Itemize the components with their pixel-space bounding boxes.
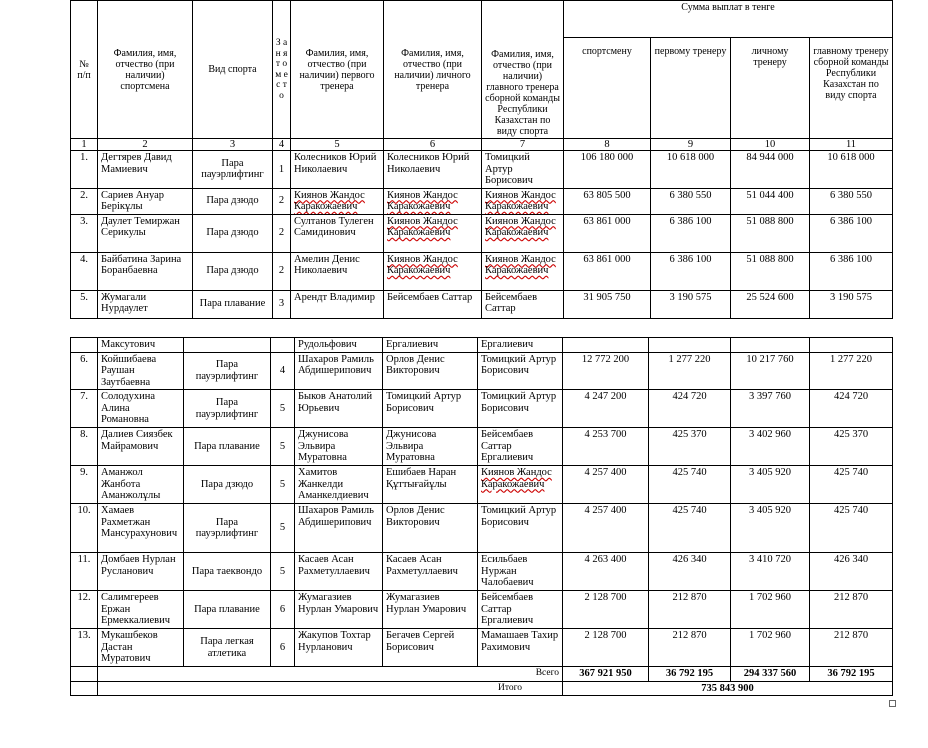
sport-name: Пара дзюдо [184, 466, 271, 504]
col-number: 7 [482, 139, 564, 151]
place: 5 [271, 504, 295, 553]
pay-personal-coach: 51 088 800 [731, 252, 810, 290]
sport-name: Пара дзюдо [193, 252, 273, 290]
pay-first-coach: 1 277 220 [649, 352, 731, 390]
pay-first-coach: 212 870 [649, 591, 731, 629]
col-number: 10 [731, 139, 810, 151]
sport-name: Пара легкая атлетика [184, 629, 271, 667]
pay-head-coach: 212 870 [810, 629, 893, 667]
first-coach: Быков Анатолий Юрьевич [295, 390, 383, 428]
personal-coach: Джунисова Эльвира Муратовна [383, 428, 478, 466]
first-coach: Джунисова Эльвира Муратовна [295, 428, 383, 466]
sport-name: Пара пауэрлифтинг [184, 390, 271, 428]
col-number: 6 [384, 139, 482, 151]
personal-coach: Бегачев Сергей Борисович [383, 629, 478, 667]
pay-head-coach: 6 386 100 [810, 252, 893, 290]
pay-first-coach: 426 340 [649, 553, 731, 591]
header-first-coach: Фамилия, имя, отчество (при наличии) первого тренера [291, 1, 384, 139]
head-coach: Киянов Жандос Каракожаевич [482, 252, 564, 290]
first-coach: Амелин Денис Николаевич [291, 252, 384, 290]
pay-head-coach: 1 277 220 [810, 352, 893, 390]
personal-coach: Томицкий Артур Борисович [383, 390, 478, 428]
row-number: 1. [71, 151, 98, 189]
header-payments-group: Сумма выплат в тенге [564, 1, 893, 38]
pay-athlete: 106 180 000 [564, 151, 651, 189]
table-row [71, 504, 893, 553]
sport-name: Пара плавание [184, 428, 271, 466]
pay-athlete: 63 861 000 [564, 252, 651, 290]
pay-first-coach: 425 370 [649, 428, 731, 466]
head-coach: Томицкий Артур Борисович [478, 352, 563, 390]
pay-personal-coach: 51 088 800 [731, 214, 810, 252]
pay-personal-coach: 51 044 400 [731, 188, 810, 214]
pay-athlete: 12 772 200 [563, 352, 649, 390]
place: 4 [271, 352, 295, 390]
table-row [71, 591, 893, 629]
pay-personal-coach: 25 524 600 [731, 290, 810, 318]
row-number: 7. [71, 390, 98, 428]
total-personal: 294 337 560 [731, 667, 810, 682]
header-head-coach: Фамилия, имя, отчество (при наличии) главного тренера сборной команды Республики Казахстан по виду спорта [482, 1, 564, 139]
table-row [71, 151, 893, 189]
first-coach: Хамитов Жанкелди Аманкелдиевич [295, 466, 383, 504]
pay-athlete: 2 128 700 [563, 591, 649, 629]
place: 6 [271, 629, 295, 667]
pay-personal-coach: 84 944 000 [731, 151, 810, 189]
athlete-name: Мукашбеков Дастан Муратович [98, 629, 184, 667]
first-coach: Шахаров Рамиль Абдишерипович [295, 504, 383, 553]
athlete-name: Аманжол Жанбота Аманжолұлы [98, 466, 184, 504]
sport-name: Пара плавание [184, 591, 271, 629]
col-number: 1 [71, 139, 98, 151]
pay-head-coach: 10 618 000 [810, 151, 893, 189]
pay-head-coach: 6 386 100 [810, 214, 893, 252]
row-number: 9. [71, 466, 98, 504]
table-row [71, 466, 893, 504]
row-number: 11. [71, 553, 98, 591]
grand-total-label: Итого [98, 681, 563, 696]
athlete-name: Байбатина Зарина Боранбаевна [98, 252, 193, 290]
row-number: 3. [71, 214, 98, 252]
head-coach: Бейсембаев Саттар Ергалиевич [478, 591, 563, 629]
row-number: 4. [71, 252, 98, 290]
personal-coach: Касаев Асан Рахметуллаевич [383, 553, 478, 591]
col-number: 9 [651, 139, 731, 151]
pay-head-coach: 425 740 [810, 466, 893, 504]
head-coach: Томицкий Артур Борисович [482, 151, 564, 189]
sport-name: Пара пауэрлифтинг [184, 504, 271, 553]
cont-first-coach: Рудольфович [295, 338, 383, 353]
pay-personal-coach: 3 397 760 [731, 390, 810, 428]
table-row [71, 390, 893, 428]
personal-coach: Киянов Жандос Каракожаевич [384, 214, 482, 252]
pay-first-coach: 6 380 550 [651, 188, 731, 214]
table-row [71, 352, 893, 390]
first-coach: Султанов Тулеген Самидинович [291, 214, 384, 252]
table-row [71, 214, 893, 252]
pay-first-coach: 425 740 [649, 466, 731, 504]
place: 2 [273, 252, 291, 290]
col-number: 4 [273, 139, 291, 151]
table-row [71, 629, 893, 667]
grand-total-row [71, 681, 893, 696]
cont-head-coach: Ергалиевич [478, 338, 563, 353]
first-coach: Жумагазиев Нурлан Умарович [295, 591, 383, 629]
header-pay-first: первому тренеру [651, 38, 731, 139]
place: 5 [271, 466, 295, 504]
row-number: 2. [71, 188, 98, 214]
header-personal-coach: Фамилия, имя, отчество (при наличии) личного тренера [384, 1, 482, 139]
sport-name: Пара плавание [193, 290, 273, 318]
total-row [71, 667, 893, 682]
row-number: 8. [71, 428, 98, 466]
first-coach: Жакупов Тохтар Нурланович [295, 629, 383, 667]
payments-table-page2 [70, 337, 893, 696]
personal-coach: Бейсембаев Саттар [384, 290, 482, 318]
pay-first-coach: 6 386 100 [651, 252, 731, 290]
pay-athlete: 2 128 700 [563, 629, 649, 667]
table-row [71, 553, 893, 591]
cont-athlete: Максутович [98, 338, 184, 353]
personal-coach: Киянов Жандос Каракожаевич [384, 188, 482, 214]
col-number: 8 [564, 139, 651, 151]
pay-first-coach: 10 618 000 [651, 151, 731, 189]
pay-personal-coach: 3 410 720 [731, 553, 810, 591]
row-number: 6. [71, 352, 98, 390]
pay-personal-coach: 3 405 920 [731, 466, 810, 504]
athlete-name: Хамаев Рахметжан Мансурахунович [98, 504, 184, 553]
total-head: 36 792 195 [810, 667, 893, 682]
pay-athlete: 4 253 700 [563, 428, 649, 466]
sport-name: Пара пауэрлифтинг [184, 352, 271, 390]
place: 5 [271, 553, 295, 591]
row-number: 10. [71, 504, 98, 553]
header-place: З а н я т о м е с т о [273, 1, 291, 139]
personal-coach: Киянов Жандос Каракожаевич [384, 252, 482, 290]
col-number: 11 [810, 139, 893, 151]
head-coach: Мамашаев Тахир Рахимович [478, 629, 563, 667]
sport-name: Пара таеквондо [184, 553, 271, 591]
place: 6 [271, 591, 295, 629]
pay-head-coach: 6 380 550 [810, 188, 893, 214]
personal-coach: Орлов Денис Викторович [383, 504, 478, 553]
continuation-row [71, 338, 893, 353]
header-pay-personal: личному тренеру [731, 38, 810, 139]
personal-coach: Колесников Юрий Николаевич [384, 151, 482, 189]
pay-head-coach: 3 190 575 [810, 290, 893, 318]
table-row [71, 428, 893, 466]
place: 1 [273, 151, 291, 189]
total-label: Всего [98, 667, 563, 682]
pay-athlete: 63 861 000 [564, 214, 651, 252]
athlete-name: Койшибаева Раушан Заутбаевна [98, 352, 184, 390]
pay-athlete: 4 263 400 [563, 553, 649, 591]
sport-name: Пара дзюдо [193, 188, 273, 214]
place: 5 [271, 390, 295, 428]
cont-personal-coach: Ергалиевич [383, 338, 478, 353]
row-number: 13. [71, 629, 98, 667]
pay-first-coach: 425 740 [649, 504, 731, 553]
athlete-name: Даулет Темиржан Серикулы [98, 214, 193, 252]
head-coach: Киянов Жандос Каракожаевич [482, 188, 564, 214]
place: 5 [271, 428, 295, 466]
header-pay-athlete: спортсмену [564, 38, 651, 139]
first-coach: Арендт Владимир [291, 290, 384, 318]
personal-coach: Орлов Денис Викторович [383, 352, 478, 390]
total-first: 36 792 195 [649, 667, 731, 682]
pay-personal-coach: 3 405 920 [731, 504, 810, 553]
athlete-name: Салимгереев Ержан Ермеккалиевич [98, 591, 184, 629]
head-coach: Есильбаев Нуржан Чалобаевич [478, 553, 563, 591]
head-coach: Томицкий Артур Борисович [478, 504, 563, 553]
pay-athlete: 4 257 400 [563, 504, 649, 553]
athlete-name: Домбаев Нурлан Русланович [98, 553, 184, 591]
col-number: 2 [98, 139, 193, 151]
total-athlete: 367 921 950 [563, 667, 649, 682]
first-coach: Колесников Юрий Николаевич [291, 151, 384, 189]
table-row [71, 290, 893, 318]
col-number: 3 [193, 139, 273, 151]
pay-first-coach: 3 190 575 [651, 290, 731, 318]
pay-athlete: 4 247 200 [563, 390, 649, 428]
header-athlete: Фамилия, имя, отчество (при наличии) спортсмена [98, 1, 193, 139]
personal-coach: Ешибаев Наран Құттығайұлы [383, 466, 478, 504]
pay-personal-coach: 10 217 760 [731, 352, 810, 390]
header-sport: Вид спорта [193, 1, 273, 139]
pay-head-coach: 212 870 [810, 591, 893, 629]
header-pay-head: главному тренеру сборной команды Республики Казахстан по виду спорта [810, 38, 893, 139]
table-row [71, 188, 893, 214]
pay-athlete: 4 257 400 [563, 466, 649, 504]
pay-first-coach: 424 720 [649, 390, 731, 428]
pay-head-coach: 426 340 [810, 553, 893, 591]
head-coach: Киянов Жандос Каракожаевич [482, 214, 564, 252]
col-number: 5 [291, 139, 384, 151]
pay-head-coach: 424 720 [810, 390, 893, 428]
athlete-name: Далиев Сиязбек Майрамович [98, 428, 184, 466]
head-coach: Бейсембаев Саттар Ергалиевич [478, 428, 563, 466]
first-coach: Касаев Асан Рахметуллаевич [295, 553, 383, 591]
head-coach: Киянов Жандос Каракожаевич [478, 466, 563, 504]
pay-first-coach: 6 386 100 [651, 214, 731, 252]
place: 3 [273, 290, 291, 318]
first-coach: Шахаров Рамиль Абдишерипович [295, 352, 383, 390]
sport-name: Пара дзюдо [193, 214, 273, 252]
head-coach: Бейсембаев Саттар [482, 290, 564, 318]
payments-table-page1 [70, 0, 893, 319]
sport-name: Пара пауэрлифтинг [193, 151, 273, 189]
pay-head-coach: 425 740 [810, 504, 893, 553]
athlete-name: Дегтярев Давид Мамиевич [98, 151, 193, 189]
personal-coach: Жумагазиев Нурлан Умарович [383, 591, 478, 629]
pay-personal-coach: 1 702 960 [731, 629, 810, 667]
row-number: 5. [71, 290, 98, 318]
header-num: № п/п [71, 1, 98, 139]
place: 2 [273, 214, 291, 252]
head-coach: Томицкий Артур Борисович [478, 390, 563, 428]
first-coach: Киянов Жандос Каракожаевич [291, 188, 384, 214]
place: 2 [273, 188, 291, 214]
row-number: 12. [71, 591, 98, 629]
pay-personal-coach: 3 402 960 [731, 428, 810, 466]
athlete-name: Жумагали Нурдаулет [98, 290, 193, 318]
pay-athlete: 31 905 750 [564, 290, 651, 318]
table-row [71, 252, 893, 290]
pay-athlete: 63 805 500 [564, 188, 651, 214]
athlete-name: Сариев Ануар Берікұлы [98, 188, 193, 214]
pay-first-coach: 212 870 [649, 629, 731, 667]
pay-head-coach: 425 370 [810, 428, 893, 466]
pay-personal-coach: 1 702 960 [731, 591, 810, 629]
athlete-name: Солодухина Алина Романовна [98, 390, 184, 428]
grand-total-value: 735 843 900 [563, 681, 893, 696]
resize-handle-icon [889, 700, 896, 707]
